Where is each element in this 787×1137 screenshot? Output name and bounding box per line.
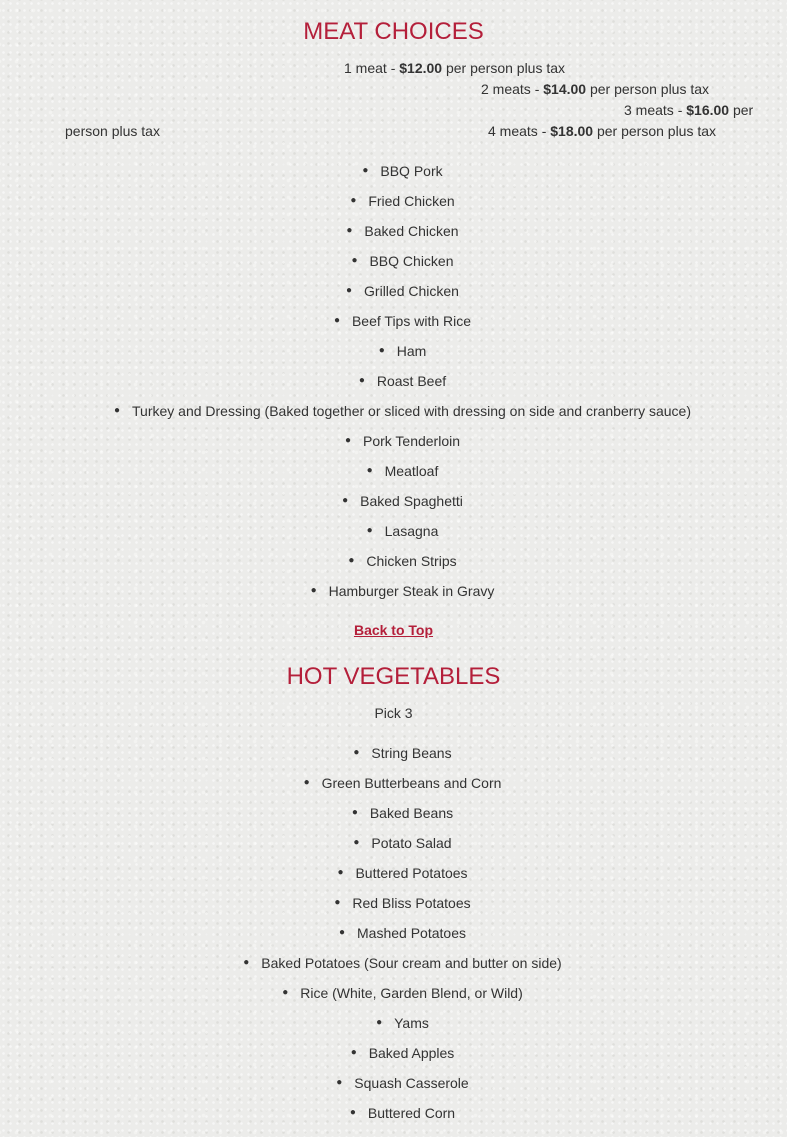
price-line-1-meat: 1 meat - $12.00 per person plus tax xyxy=(344,60,566,76)
list-item: ● Potato Salad xyxy=(353,835,452,851)
price-line-2-meats: 2 meats - $14.00 per person plus tax xyxy=(481,81,710,97)
list-item: ● Yams xyxy=(376,1015,429,1031)
list-item: ● Chicken Strips xyxy=(348,553,457,569)
list-item: ● Lasagna xyxy=(366,523,439,539)
price-line-3-meats: 3 meats - $16.00 per xyxy=(624,102,754,118)
meat-choices-heading: MEAT CHOICES xyxy=(303,18,484,45)
list-item: ● Baked Beans xyxy=(351,805,454,821)
list-item: ● Green Butterbeans and Corn xyxy=(303,775,502,791)
list-item: ● Ham xyxy=(378,343,427,359)
list-item: ● BBQ Pork xyxy=(362,163,443,179)
hot-vegetables-heading: HOT VEGETABLES xyxy=(286,663,501,690)
list-item: ● Roast Beef xyxy=(358,373,447,389)
list-item: ● Buttered Corn xyxy=(349,1105,456,1121)
list-item: ● Pork Tenderloin xyxy=(344,433,461,449)
list-item: ● Buttered Potatoes xyxy=(337,865,468,881)
list-item: ● Turkey and Dressing (Baked together or sliced with dressing on side and cranberry sauce) xyxy=(114,403,691,419)
list-item: ● Baked Apples xyxy=(350,1045,455,1061)
list-item: ● Baked Potatoes (Sour cream and butter on side) xyxy=(243,955,562,971)
list-item: ● Meatloaf xyxy=(366,463,439,479)
list-item: ● BBQ Chicken xyxy=(351,253,454,269)
list-item: ● Baked Chicken xyxy=(346,223,459,239)
meat-list xyxy=(0,156,787,606)
vegetable-list xyxy=(0,738,787,1128)
pick-3-subtitle: Pick 3 xyxy=(374,705,413,721)
price-line-4-meats: 4 meats - $18.00 per person plus tax xyxy=(488,123,717,139)
back-to-top-container xyxy=(0,622,787,639)
price-amount: $16.00 xyxy=(686,102,730,118)
list-item: ● Rice (White, Garden Blend, or Wild) xyxy=(282,985,523,1001)
price-amount: $18.00 xyxy=(550,123,594,139)
list-item: ● Squash Casserole xyxy=(336,1075,469,1091)
list-item: ● Grilled Chicken xyxy=(346,283,459,299)
price-line-3-meats-wrap: person plus tax xyxy=(65,123,160,139)
list-item: ● Beef Tips with Rice xyxy=(333,313,472,329)
list-item: ● Fried Chicken xyxy=(350,193,455,209)
price-amount: $14.00 xyxy=(543,81,587,97)
back-to-top-link[interactable]: Back to Top xyxy=(353,622,434,638)
list-item: ● Red Bliss Potatoes xyxy=(334,895,471,911)
list-item: ● String Beans xyxy=(353,745,452,761)
list-item: ● Mashed Potatoes xyxy=(339,925,466,941)
list-item: ● Hamburger Steak in Gravy xyxy=(310,583,495,599)
list-item: ● Baked Spaghetti xyxy=(342,493,463,509)
price-amount: $12.00 xyxy=(399,60,443,76)
